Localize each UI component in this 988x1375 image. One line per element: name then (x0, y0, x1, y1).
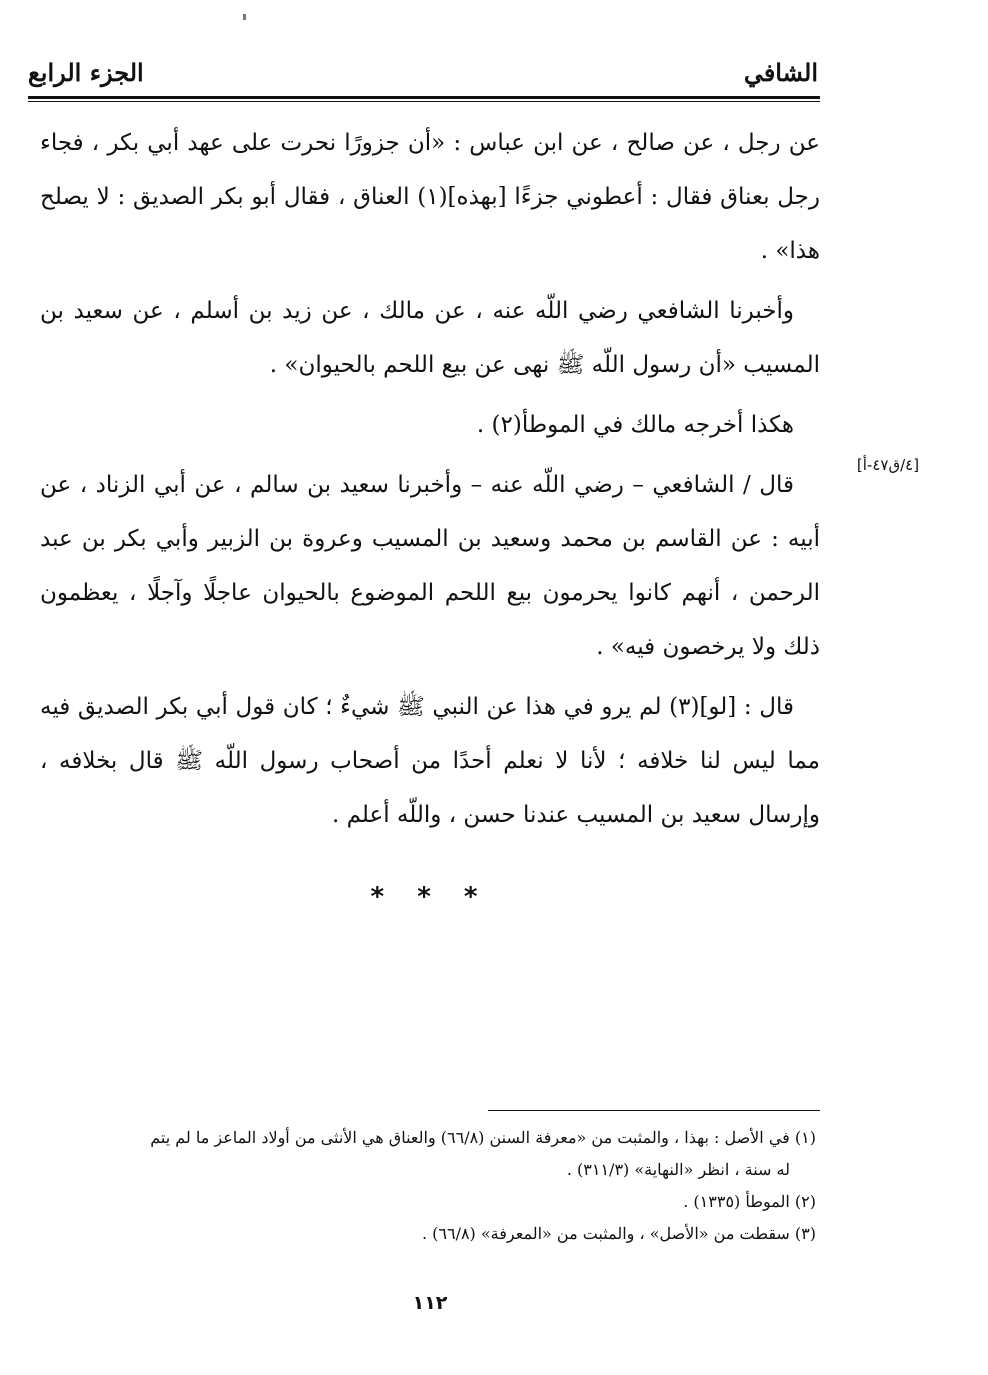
header-part: الجزء الرابع (28, 58, 144, 87)
section-separator: * * * (370, 882, 490, 912)
main-text (40, 116, 820, 848)
paragraph-4: قال / الشافعي – رضي اللّه عنه – وأخبرنا سعيد بن سالم ، عن أبي الزناد ، عن أبيه : عن القاسم بن محمد وسعيد بن المسيب وعروة بن الزبير وأبي بكر بن عبد الرحمن ، أنهم كانوا يحرمون بيع اللحم الموضوع بالحيوان عاجلًا وآجلًا ، يعظمون ذلك ولا يرخصون فيه» . (40, 472, 820, 660)
paragraph-1: عن رجل ، عن صالح ، عن ابن عباس : «أن جزورًا نحرت على عهد أبي بكر ، فجاء رجل بعناق فقال : أعطوني جزءًا [بهذه](١) العناق ، فقال أبو بكر الصديق : لا يصلح هذا» . (40, 130, 820, 264)
header-rule-thick (28, 96, 820, 99)
margin-manuscript-ref: [٤/ق٤٧-أ] (856, 456, 920, 474)
footnote-1: (١) في الأصل : بهذا ، والمثبت من «معرفة السنن (٦٦/٨) والعناق هي الأنثى من أولاد الماعز ما لم يتم (150, 1128, 816, 1147)
footnote-rule (488, 1110, 820, 1111)
footnote-3: (٣) سقطت من «الأصل» ، والمثبت من «المعرفة» (٦٦/٨) . (421, 1224, 816, 1243)
paragraph-2: وأخبرنا الشافعي رضي اللّه عنه ، عن مالك ، عن زيد بن أسلم ، عن سعيد بن المسيب «أن رسول اللّه ﷺ نهى عن بيع اللحم بالحيوان» . (40, 298, 820, 378)
page-number: ١١٢ (412, 1292, 448, 1314)
footnote-1-continued: له سنة ، انظر «النهاية» (٣١١/٣) . (566, 1160, 790, 1179)
paragraph-3: هكذا أخرجه مالك في الموطأ(٢) . (476, 412, 794, 438)
paragraph-5: قال : [لو](٣) لم يرو في هذا عن النبي ﷺ شيءٌ ؛ كان قول أبي بكر الصديق فيه مما ليس لنا خلافه ؛ لأنا لا نعلم أحدًا من أصحاب رسول اللّه ﷺ قال بخلافه ، وإرسال سعيد بن المسيب عندنا حسن ، واللّه أعلم . (40, 694, 820, 828)
header-title: الشافي (743, 58, 818, 87)
running-header (28, 52, 818, 96)
footnotes (40, 1122, 816, 1250)
footnote-2: (٢) الموطأ (١٣٣٥) . (683, 1192, 816, 1211)
header-rule-thin (28, 101, 820, 102)
scan-speck (243, 14, 246, 20)
